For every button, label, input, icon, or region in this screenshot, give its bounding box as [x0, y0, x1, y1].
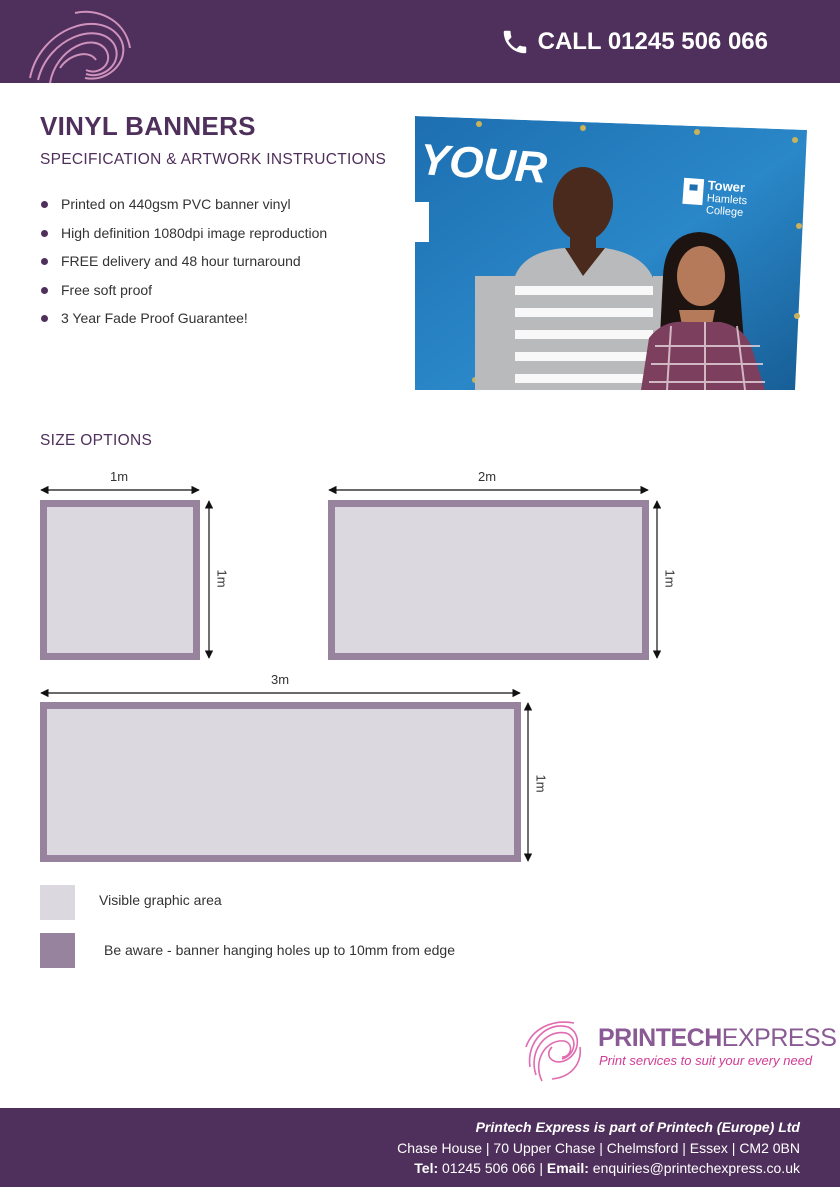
- feature-item: Free soft proof: [40, 282, 327, 311]
- footer-email-label: Email:: [546, 1160, 589, 1176]
- footer-tel-value[interactable]: 01245 506 066: [442, 1160, 536, 1176]
- photo-logo-line1: Tower: [707, 177, 746, 196]
- legend-label-hanging-holes: Be aware - banner hanging holes up to 10mm from edge: [104, 942, 455, 958]
- feature-item: FREE delivery and 48 hour turnaround: [40, 253, 327, 282]
- printech-swirl-icon: [522, 1017, 584, 1083]
- legend-swatch-hanging-holes: [40, 933, 75, 968]
- photo-banner-text: YOUR: [418, 135, 549, 193]
- size-3m-width-label: 3m: [271, 672, 290, 687]
- legend-label-visible-area: Visible graphic area: [99, 892, 222, 908]
- size-1m-height-label: 1m: [214, 569, 230, 588]
- size-1m-width-label: 1m: [110, 469, 129, 484]
- photo-logo-line3: College: [705, 204, 744, 219]
- logo-brand-bold: PRINTECH: [598, 1024, 722, 1052]
- feature-item: Printed on 440gsm PVC banner vinyl: [40, 196, 327, 225]
- banner-2m-x-1m: [328, 500, 649, 660]
- call-text: CALL 01245 506 066: [537, 28, 768, 55]
- footer-email-value[interactable]: enquiries@printechexpress.co.uk: [592, 1160, 800, 1176]
- size-2m-width-label: 2m: [478, 469, 497, 484]
- footer-separator: |: [539, 1160, 543, 1176]
- page-subtitle: SPECIFICATION & ARTWORK INSTRUCTIONS: [40, 151, 387, 168]
- page-title: VINYL BANNERS: [40, 111, 256, 141]
- footer-address-line: Chase House | 70 Upper Chase | Chelmsford | Essex | CM2 0BN: [397, 1140, 800, 1156]
- feature-item: High definition 1080dpi image reproduction: [40, 225, 327, 254]
- footer-company-line: Printech Express is part of Printech (Europe) Ltd: [475, 1119, 800, 1135]
- photo-logo-line2: Hamlets: [706, 192, 748, 208]
- footer-contact-line: [414, 1160, 800, 1176]
- feature-item: 3 Year Fade Proof Guarantee!: [40, 310, 327, 339]
- banner-3m-x-1m: [40, 702, 521, 862]
- legend-swatch-visible-area: [40, 885, 75, 920]
- printech-logo: [598, 1024, 836, 1053]
- logo-tagline: Print services to suit your every need: [599, 1053, 813, 1068]
- banner-1m-x-1m: [40, 500, 200, 660]
- logo-brand-light: EXPRESS: [721, 1024, 837, 1052]
- footer-band: [0, 1108, 840, 1187]
- size-3m-height-label: 1m: [533, 774, 549, 793]
- size-2m-height-label: 1m: [662, 569, 678, 588]
- footer-tel-label: Tel:: [414, 1160, 439, 1176]
- size-options-heading: SIZE OPTIONS: [40, 432, 153, 449]
